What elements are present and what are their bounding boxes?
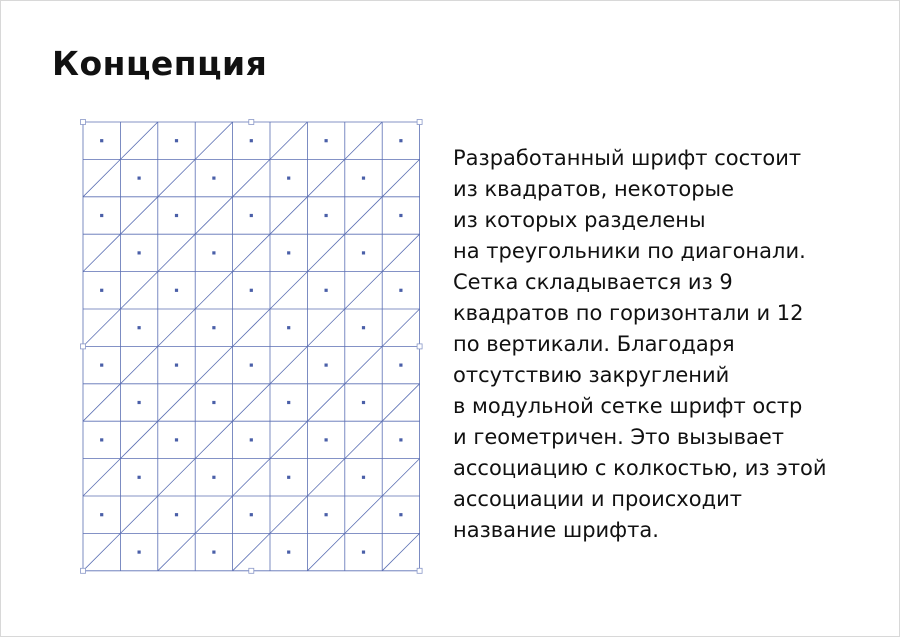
grid-center-dot (250, 289, 253, 292)
grid-center-dot (138, 251, 141, 254)
selection-handle (81, 120, 86, 125)
grid-diagonal-line (270, 122, 307, 159)
grid-diagonal-line (270, 197, 307, 234)
modular-grid-svg (80, 119, 423, 574)
grid-center-dot (100, 438, 103, 441)
grid-center-dot (100, 214, 103, 217)
grid-center-dot (287, 326, 290, 329)
grid-diagonal-line (307, 159, 344, 196)
selection-handle (249, 120, 254, 125)
grid-diagonal-line (195, 496, 232, 533)
grid-center-dot (212, 476, 215, 479)
grid-diagonal-line (158, 533, 195, 570)
grid-diagonal-line (307, 234, 344, 271)
grid-diagonal-line (83, 309, 120, 346)
grid-center-dot (399, 364, 402, 367)
grid-center-dot (175, 289, 178, 292)
selection-handle (417, 120, 422, 125)
selection-handle (81, 344, 86, 349)
grid-diagonal-line (233, 533, 270, 570)
grid-center-dot (212, 551, 215, 554)
grid-diagonal-line (83, 384, 120, 421)
grid-diagonal-line (120, 346, 157, 383)
selection-handle (417, 344, 422, 349)
grid-diagonal-line (270, 496, 307, 533)
grid-diagonal-line (345, 122, 382, 159)
grid-center-dot (250, 513, 253, 516)
grid-center-dot (250, 364, 253, 367)
grid-diagonal-line (345, 197, 382, 234)
grid-center-dot (138, 476, 141, 479)
grid-diagonal-line (382, 159, 419, 196)
grid-center-dot (175, 513, 178, 516)
grid-diagonal-line (382, 459, 419, 496)
grid-center-dot (212, 251, 215, 254)
grid-diagonal-line (307, 459, 344, 496)
grid-center-dot (362, 177, 365, 180)
grid-center-dot (399, 214, 402, 217)
grid-diagonal-line (195, 346, 232, 383)
grid-center-dot (138, 551, 141, 554)
grid-center-dot (212, 401, 215, 404)
grid-diagonal-line (382, 384, 419, 421)
selection-handle (249, 568, 254, 573)
grid-diagonal-line (345, 272, 382, 309)
grid-center-dot (399, 289, 402, 292)
grid-center-dot (362, 251, 365, 254)
grid-center-dot (287, 401, 290, 404)
grid-diagonal-line (83, 533, 120, 570)
grid-diagonal-line (83, 459, 120, 496)
grid-center-dot (399, 513, 402, 516)
grid-center-dot (100, 139, 103, 142)
grid-center-dot (399, 139, 402, 142)
grid-diagonal-line (195, 122, 232, 159)
grid-center-dot (100, 513, 103, 516)
grid-diagonal-line (83, 234, 120, 271)
grid-center-dot (175, 214, 178, 217)
grid-diagonal-line (158, 234, 195, 271)
grid-diagonal-line (382, 533, 419, 570)
grid-diagonal-line (382, 234, 419, 271)
grid-center-dot (175, 364, 178, 367)
grid-diagonal-line (120, 421, 157, 458)
grid-center-dot (138, 177, 141, 180)
grid-diagonal-line (195, 197, 232, 234)
grid-diagonal-line (195, 421, 232, 458)
grid-center-dot (287, 177, 290, 180)
grid-diagonal-line (307, 533, 344, 570)
grid-diagonal-line (120, 496, 157, 533)
grid-center-dot (362, 401, 365, 404)
grid-center-dot (325, 139, 328, 142)
grid-diagonal-line (120, 272, 157, 309)
grid-center-dot (325, 289, 328, 292)
grid-diagonal-line (345, 346, 382, 383)
grid-center-dot (250, 438, 253, 441)
grid-center-dot (175, 438, 178, 441)
grid-diagonal-line (158, 459, 195, 496)
page-title: Концепция (52, 44, 268, 83)
grid-diagonal-line (382, 309, 419, 346)
grid-center-dot (325, 214, 328, 217)
selection-handle (417, 568, 422, 573)
grid-center-dot (362, 551, 365, 554)
grid-center-dot (138, 326, 141, 329)
grid-center-dot (325, 438, 328, 441)
grid-diagonal-line (307, 309, 344, 346)
grid-center-dot (212, 177, 215, 180)
grid-diagonal-line (158, 384, 195, 421)
grid-diagonal-line (345, 421, 382, 458)
grid-diagonal-line (195, 272, 232, 309)
grid-center-dot (100, 364, 103, 367)
grid-center-dot (325, 364, 328, 367)
grid-center-dot (325, 513, 328, 516)
grid-diagonal-line (307, 384, 344, 421)
grid-center-dot (250, 139, 253, 142)
grid-diagonal-line (233, 384, 270, 421)
modular-grid (80, 119, 423, 574)
grid-diagonal-line (158, 309, 195, 346)
grid-diagonal-line (270, 346, 307, 383)
grid-diagonal-line (83, 159, 120, 196)
grid-diagonal-line (120, 197, 157, 234)
grid-center-dot (287, 476, 290, 479)
grid-center-dot (175, 139, 178, 142)
selection-handle (81, 568, 86, 573)
grid-diagonal-line (233, 159, 270, 196)
grid-center-dot (138, 401, 141, 404)
grid-diagonal-line (233, 459, 270, 496)
grid-center-dot (100, 289, 103, 292)
grid-center-dot (212, 326, 215, 329)
grid-diagonal-line (233, 309, 270, 346)
concept-description: Разработанный шрифт состоит из квадратов, некоторые из которых разделены на треугольники по диагонали. Сетка складывается из 9 квадратов по горизонтали и 12 по вертикали. Благодаря отсутствию закруглений в модульной сетке шрифт остр и геометричен. Это вызывает ассоциацию с колкостью, из этой ассоциации и происходит название шрифта. (453, 146, 827, 542)
grid-center-dot (287, 251, 290, 254)
grid-center-dot (399, 438, 402, 441)
grid-center-dot (362, 326, 365, 329)
grid-diagonal-line (120, 122, 157, 159)
grid-diagonal-line (270, 272, 307, 309)
grid-center-dot (362, 476, 365, 479)
grid-center-dot (250, 214, 253, 217)
grid-diagonal-line (270, 421, 307, 458)
grid-center-dot (287, 551, 290, 554)
grid-diagonal-line (345, 496, 382, 533)
grid-diagonal-line (158, 159, 195, 196)
grid-diagonal-line (233, 234, 270, 271)
